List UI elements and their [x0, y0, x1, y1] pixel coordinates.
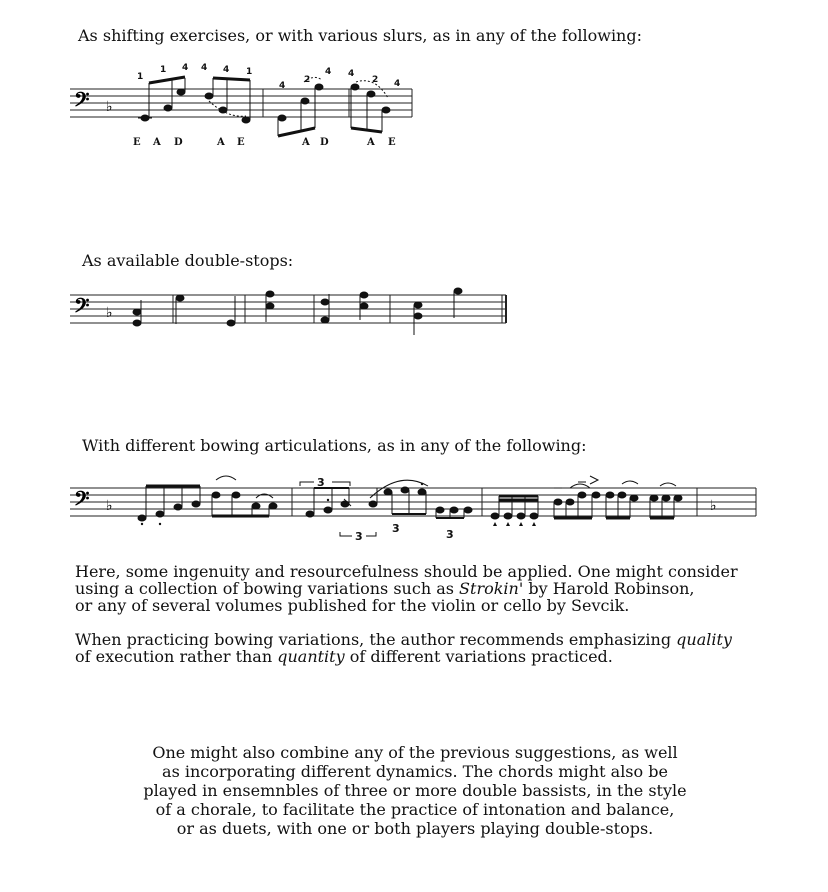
svg-text:4: 4 [201, 63, 208, 73]
flat-sign-icon: ♭ [710, 498, 717, 514]
paragraph-line: When practicing bowing variations, the author recommends emphasizing quality [75, 630, 732, 649]
svg-text:4: 4 [279, 81, 286, 91]
svg-text:1: 1 [160, 65, 167, 75]
bass-clef-icon [74, 87, 89, 116]
heading-shifting: As shifting exercises, or with various slurs, as in any of the following: [78, 26, 642, 45]
tuplet-label: 3 [317, 476, 325, 489]
staff-double-stops [70, 280, 520, 342]
svg-text:𝄢: 𝄢 [74, 87, 90, 116]
closing-line: or as duets, with one or both players playing double-stops. [176, 819, 654, 838]
string-label: E [133, 137, 141, 148]
emphasis: quantity [277, 647, 345, 666]
svg-text:1: 1 [137, 72, 144, 82]
flat-sign-icon: ♭ [106, 498, 113, 514]
svg-text:4: 4 [394, 79, 401, 89]
closing-paragraph [120, 743, 710, 838]
svg-text:4: 4 [223, 65, 230, 75]
heading-bowing: With different bowing articulations, as in any of the following: [82, 436, 587, 455]
svg-text:2: 2 [304, 75, 311, 85]
heading-double-stops: As available double-stops: [82, 251, 294, 270]
closing-line: of a chorale, to facilitate the practice of intonation and balance, [155, 800, 675, 819]
string-label: A [153, 137, 161, 148]
bass-clef-icon [74, 293, 89, 322]
string-label: D [320, 137, 329, 148]
paragraph-quality [75, 631, 732, 665]
tuplet-label: 3 [355, 530, 363, 543]
string-label: D [174, 137, 183, 148]
paragraph-ingenuity [75, 563, 738, 614]
svg-text:2: 2 [372, 75, 379, 85]
tuplet-label: 3 [446, 528, 454, 541]
staff-bowing-articulations [70, 466, 760, 546]
string-label: A [217, 137, 225, 148]
flat-sign-icon: ♭ [106, 99, 113, 115]
closing-line: as incorporating different dynamics. The chords might also be [162, 762, 668, 781]
closing-line: played in ensemnbles of three or more double bassists, in the style [143, 781, 687, 800]
string-label: E [237, 137, 245, 148]
tuplet-label: 3 [392, 522, 400, 535]
closing-line: One might also combine any of the previous suggestions, as well [152, 743, 678, 762]
paragraph-line: using a collection of bowing variations such as Strokin' by Harold Robinson, [75, 579, 695, 598]
paragraph-line: of execution rather than quantity of different variations practiced. [75, 647, 613, 666]
staff-shifting-exercises [70, 58, 430, 150]
svg-text:1: 1 [246, 67, 253, 77]
string-label: A [302, 137, 310, 148]
paragraph-line: Here, some ingenuity and resourcefulness should be applied. One might consider [75, 562, 738, 581]
svg-text:𝄢: 𝄢 [74, 293, 90, 322]
string-label: A [367, 137, 375, 148]
string-label: E [388, 137, 396, 148]
svg-text:4: 4 [348, 69, 355, 79]
book-title: Strokin' [459, 579, 524, 598]
svg-text:4: 4 [182, 63, 189, 73]
svg-text:4: 4 [325, 67, 332, 77]
flat-sign-icon: ♭ [106, 305, 113, 321]
bass-clef-icon [74, 486, 89, 515]
paragraph-line: or any of several volumes published for the violin or cello by Sevcik. [75, 596, 630, 615]
svg-text:𝄢: 𝄢 [74, 486, 90, 515]
emphasis: quality [676, 630, 732, 649]
